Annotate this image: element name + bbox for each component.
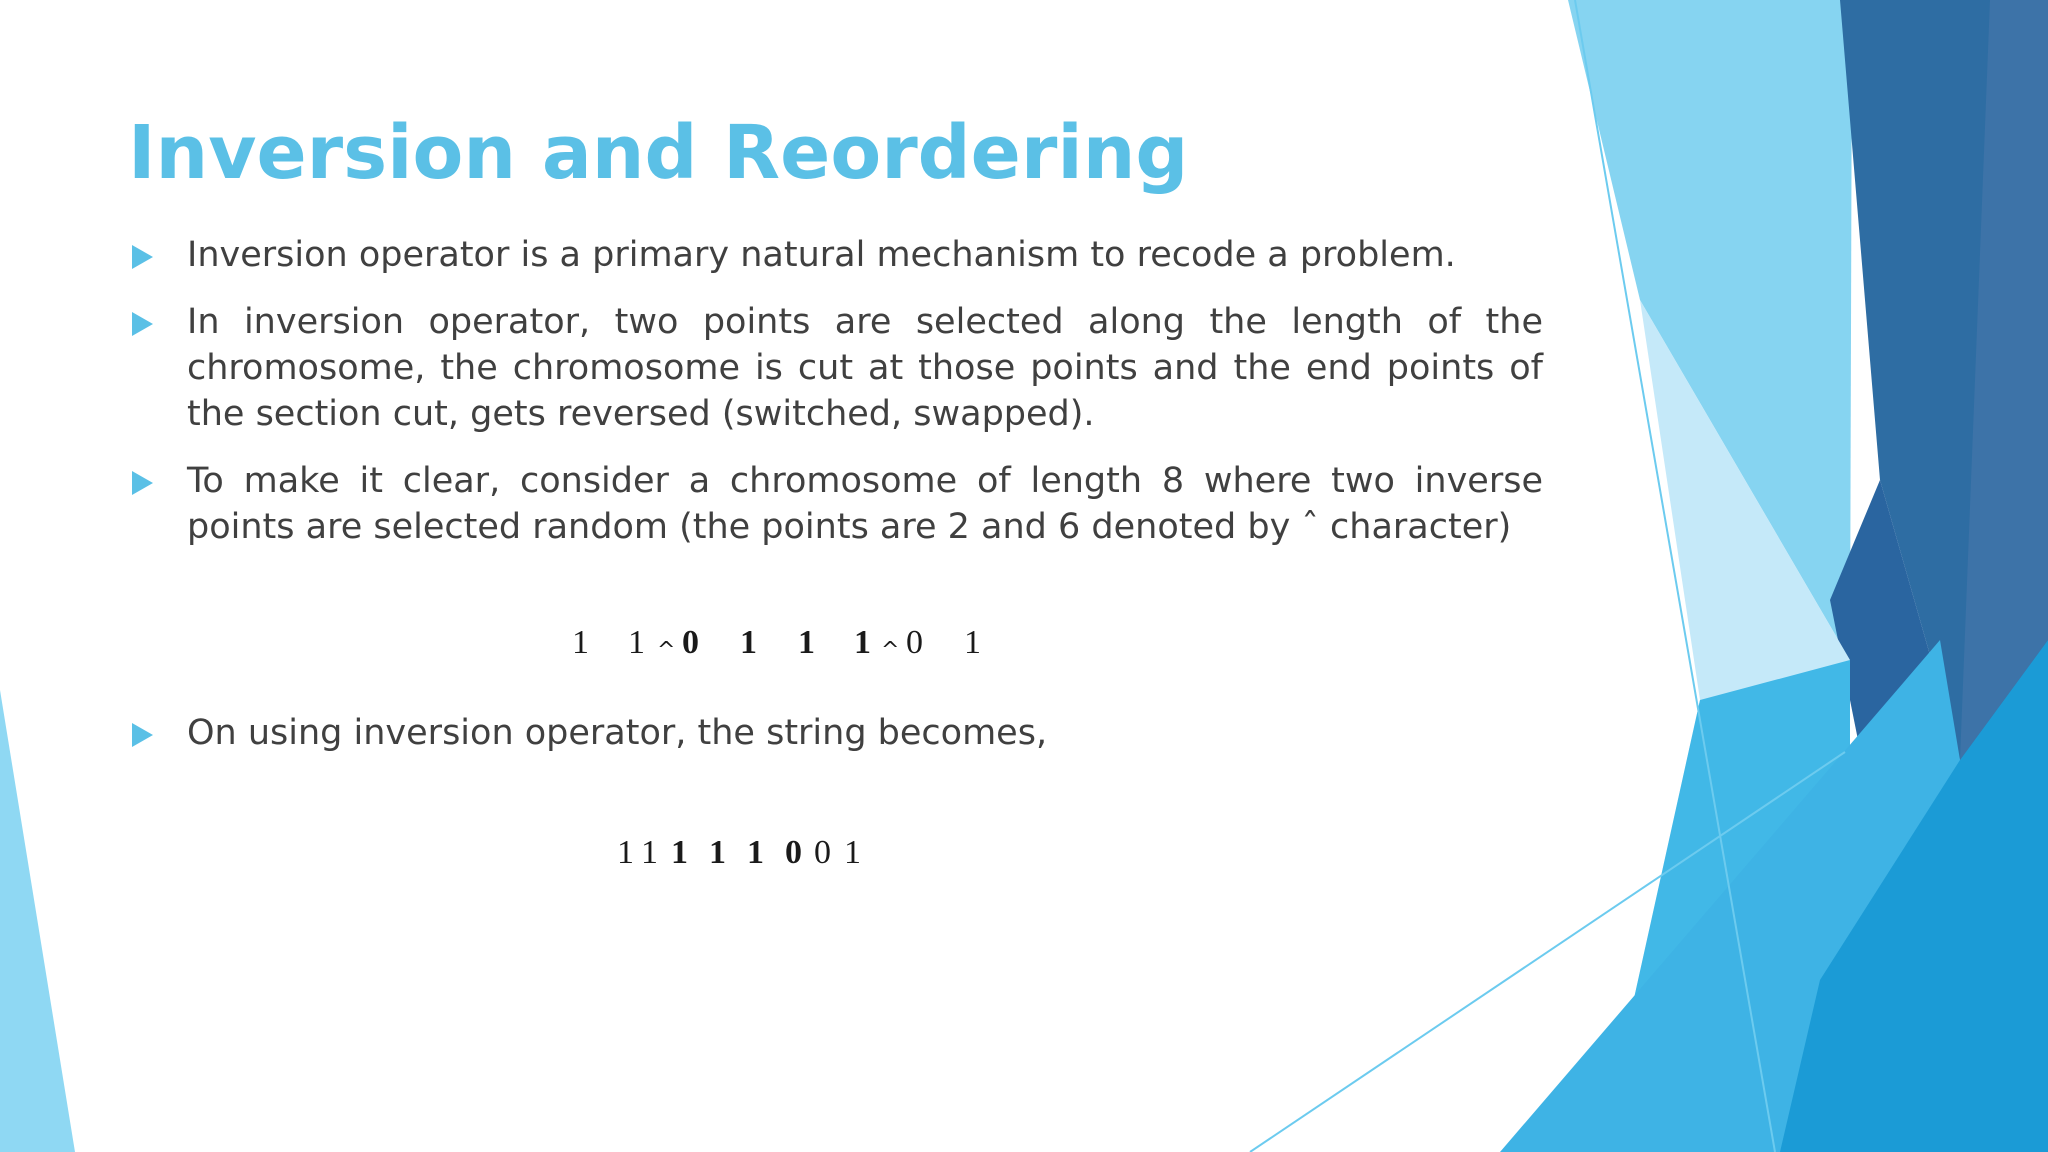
bullet-item (128, 299, 1543, 437)
bit: 1 (572, 624, 589, 661)
inversion-point-caret: ^ (881, 638, 900, 663)
right-triangle-bullet-icon (132, 245, 153, 269)
inversion-point-caret: ^ (657, 638, 676, 663)
bit: 1 (641, 834, 658, 871)
bullet-list (128, 232, 1543, 571)
right-triangle-bullet-icon (132, 471, 153, 495)
bullet-text: In inversion operator, two points are selected along the length of the chromosome, the chromosome is cut at those points and the end points of the section cut, gets reversed (switched, swapped). (187, 302, 1543, 434)
original-chromosome-string (572, 624, 992, 668)
bit: 1 (747, 834, 764, 871)
bit: 1 (671, 834, 688, 871)
bit: 1 (844, 834, 861, 871)
bullet-text: To make it clear, consider a chromosome of length 8 where two inverse points are selected random (the points are 2 and 6 denoted by ˆ character) (187, 461, 1543, 547)
bit: 0 (906, 624, 923, 661)
bullet-text: Inversion operator is a primary natural mechanism to recode a problem. (187, 235, 1456, 275)
right-triangle-bullet-icon (132, 312, 153, 336)
bullet-item (128, 232, 1543, 278)
bullet-item (128, 458, 1543, 550)
bit: 1 (628, 624, 645, 661)
right-triangle-bullet-icon (132, 723, 153, 747)
bit: 1 (617, 834, 634, 871)
bit: 1 (964, 624, 981, 661)
bit: 0 (682, 624, 699, 661)
slide-title: Inversion and Reordering (128, 110, 1189, 196)
bullet-item (128, 710, 1543, 756)
bit: 1 (709, 834, 726, 871)
bullet-text: On using inversion operator, the string becomes, (187, 713, 1048, 753)
bit: 0 (785, 834, 802, 871)
bit: 1 (798, 624, 815, 661)
bit: 1 (740, 624, 757, 661)
bit: 1 (854, 624, 871, 661)
bit: 0 (814, 834, 831, 871)
facet-left-sliver (0, 690, 75, 1152)
inverted-chromosome-string (617, 834, 867, 878)
bullet-list (128, 710, 1543, 777)
